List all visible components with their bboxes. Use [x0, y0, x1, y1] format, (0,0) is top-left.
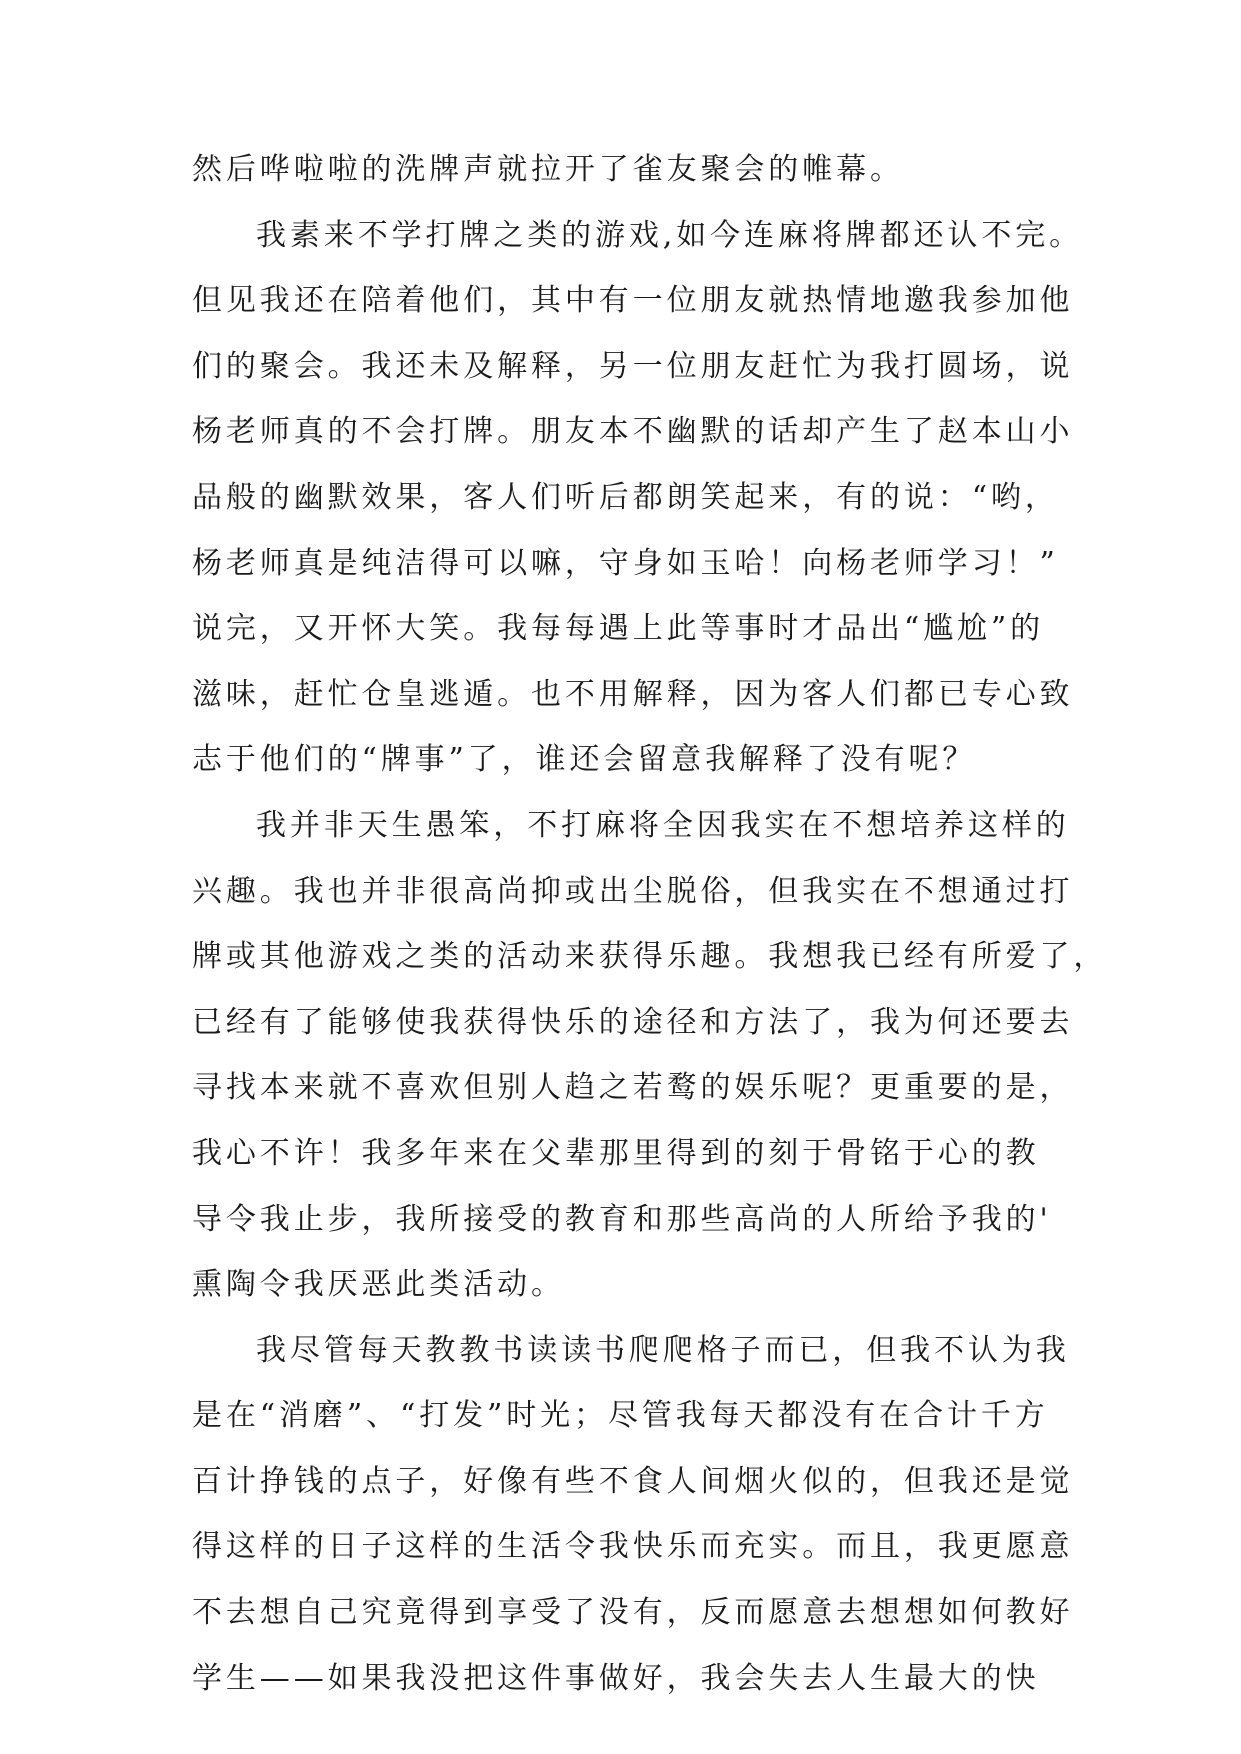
text-line: 牌或其他游戏之类的活动来获得乐趣。我想我已经有所爱了，: [192, 939, 1108, 975]
paragraph-first-line: 我尽管每天教教书读读书爬爬格子而已，但我不认为我: [256, 1332, 1070, 1368]
text-line: 说完，又开怀大笑。我每每遇上此等事时才品出“尴尬”的: [192, 611, 1045, 647]
text-line: 们的聚会。我还未及解释，另一位朋友赶忙为我打圆场，说: [192, 348, 1074, 384]
body-text: [192, 150, 1108, 1724]
text-line: 得这样的日子这样的生活令我快乐而充实。而且，我更愿意: [192, 1529, 1074, 1565]
text-line: 兴趣。我也并非很高尚抑或出尘脱俗，但我实在不想通过打: [192, 873, 1074, 909]
text-line: 寻找本来就不喜欢但别人趋之若鹜的娱乐呢？更重要的是，: [192, 1070, 1074, 1106]
text-line: 志于他们的“牌事”了，谁还会留意我解释了没有呢？: [192, 742, 977, 778]
paragraph-first-line: 我并非天生愚笨，不打麻将全因我实在不想培养这样的: [256, 807, 1070, 843]
text-line: 熏陶令我厌恶此类活动。: [192, 1267, 565, 1303]
text-line: 品般的幽默效果，客人们听后都朗笑起来，有的说：“哟，: [192, 479, 1059, 515]
text-line: 不去想自己究竟得到享受了没有，反而愿意去想想如何教好: [192, 1595, 1074, 1631]
text-line: 百计挣钱的点子，好像有些不食人间烟火似的，但我还是觉: [192, 1463, 1074, 1499]
text-line: 滋味，赶忙仓皇逃遁。也不用解释，因为客人们都已专心致: [192, 676, 1074, 712]
text-line: 导令我止步，我所接受的教育和那些高尚的人所给予我的': [192, 1201, 1052, 1237]
text-line: 杨老师真的不会打牌。朋友本不幽默的话却产生了赵本山小: [192, 414, 1074, 450]
text-line: 然后哗啦啦的洗牌声就拉开了雀友聚会的帷幕。: [192, 152, 904, 187]
text-line: 已经有了能够使我获得快乐的途径和方法了，我为何还要去: [192, 1004, 1074, 1040]
text-line: 但见我还在陪着他们，其中有一位朋友就热情地邀我参加他: [192, 283, 1074, 319]
text-line: 是在“消磨”、“打发”时光；尽管我每天都没有在合计千方: [192, 1398, 1049, 1434]
text-line: 学生——如果我没把这件事做好，我会失去人生最大的快: [192, 1660, 1040, 1696]
text-line: 杨老师真是纯洁得可以嘛，守身如玉哈！向杨老师学习！”: [192, 545, 1059, 581]
text-line: 我心不许！我多年来在父辈那里得到的刻于骨铭于心的教: [192, 1135, 1040, 1171]
paragraph-first-line: 我素来不学打牌之类的游戏,如今连麻将牌都还认不完。: [256, 217, 1084, 253]
